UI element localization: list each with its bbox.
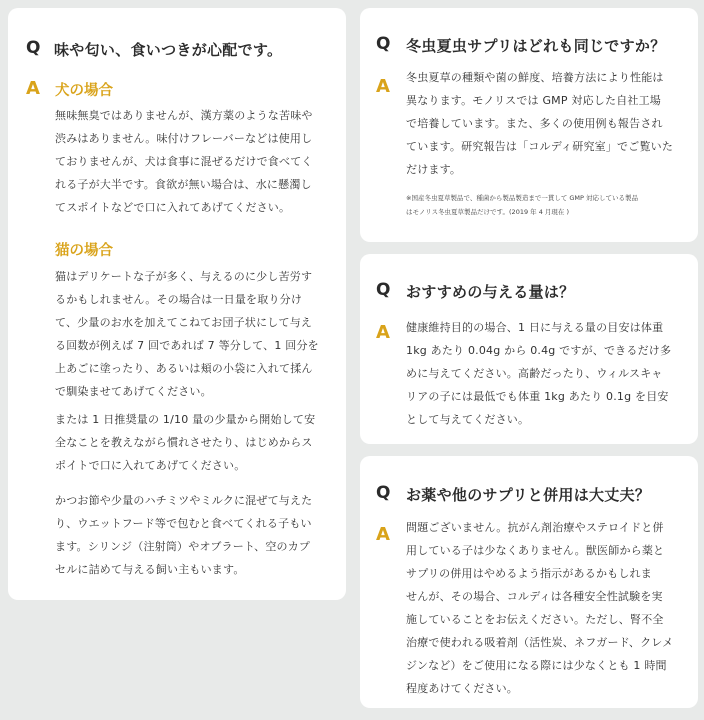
answer-mark: A (376, 524, 390, 545)
answer-text: 冬虫夏草の種類や菌の鮮度、培養方法により性能は 異なります。モノリスでは GMP 対応した自社工場 で培養しています。また、多くの使用例も報告され ています。研究報告は「コルディ研究室」でご覧いた だけます。 (406, 71, 674, 176)
cat-section-text-3: かつお節や少量のハチミツやミルクに混ぜて与えた り、ウエットフード等で包むと食べてくれる子もい ます。シリンジ（注射筒）やオブラート、空のカプ セルに詰めて与える飼い主もいます。 (55, 494, 313, 576)
question-text: 冬虫夏虫サプリはどれも同じですか？ (406, 37, 666, 55)
footnote: ※国産冬虫夏草製品で、種菌から製品製造まで一貫して GMP 対応している製品 はモノリス冬虫夏草製品だけです。(2019 年 4 月現在 ) (406, 194, 639, 216)
question-mark: Q (376, 483, 391, 503)
dog-section-title: 犬の場合 (55, 83, 113, 99)
dog-section-text: 無味無臭ではありませんが、漢方薬のような苦味や 渋みはありません。味付けフレーバーなどは使用し ておりませんが、犬は食事に混ぜるだけで食べてく れる子が大半です。食欲が無い場合は、水に懸濁し てスポイトなどで口に入れてあげてください。 (55, 109, 313, 214)
question-text: おすすめの与える量は？ (406, 283, 575, 301)
cat-section-title: 猫の場合 (55, 243, 113, 259)
answer-text: 健康維持目的の場合、1 日に与える量の目安は体重 1kg あたり 0.04g から 0.4g ですが、できるだけ多 めに与えてください。高齢だったり、ウィルスキャ リアの子には最低でも体重 1kg あたり 0.1g を目安 として与えてください。 (406, 321, 672, 426)
faq-card-quality (360, 8, 698, 242)
question-text: お薬や他のサプリと併用は大丈夫？ (406, 486, 651, 504)
answer-mark: A (376, 322, 390, 343)
faq-card-taste (8, 8, 346, 600)
cat-section-text-2: または 1 日推奨量の 1/10 量の少量から開始して安 全なことを教えながら慣れさせたり、はじめからス ポイトで口に入れてあげてください。 (55, 413, 316, 472)
question-mark: Q (376, 34, 391, 54)
answer-mark: A (26, 78, 40, 99)
question-mark: Q (376, 280, 391, 300)
cat-section-text-1: 猫はデリケートな子が多く、与えるのに少し苦労す るかもしれません。その場合は一日量を取り分け て、少量のお水を加えてこねてお団子状にして与え る回数が例えば 7 回であれば 7 等分して、1 回分を 上あごに塗ったり、あるいは頬の小袋に入れて揉ん で馴染ませてあげてください。 (55, 270, 319, 398)
faq-card-dosage (360, 254, 698, 444)
answer-text: 問題ございません。抗がん剤治療やステロイドと併 用している子は少なくありません。獣医師から薬と サプリの併用はやめるよう指示があるかもしれま せんが、その場合、コルディは各種安全性試験を実 施していることをお伝えください。ただし、腎不全 治療で使われる吸着剤（活性炭、ネフガード、クレメ ジンなど）をご使用になる際には少なくとも 1 時間 程度あけてください。 (406, 521, 674, 695)
faq-card-combination (360, 456, 698, 708)
question-text: 味や匂い、食いつきが心配です。 (54, 41, 283, 59)
answer-mark: A (376, 76, 390, 97)
question-mark: Q (26, 38, 41, 58)
